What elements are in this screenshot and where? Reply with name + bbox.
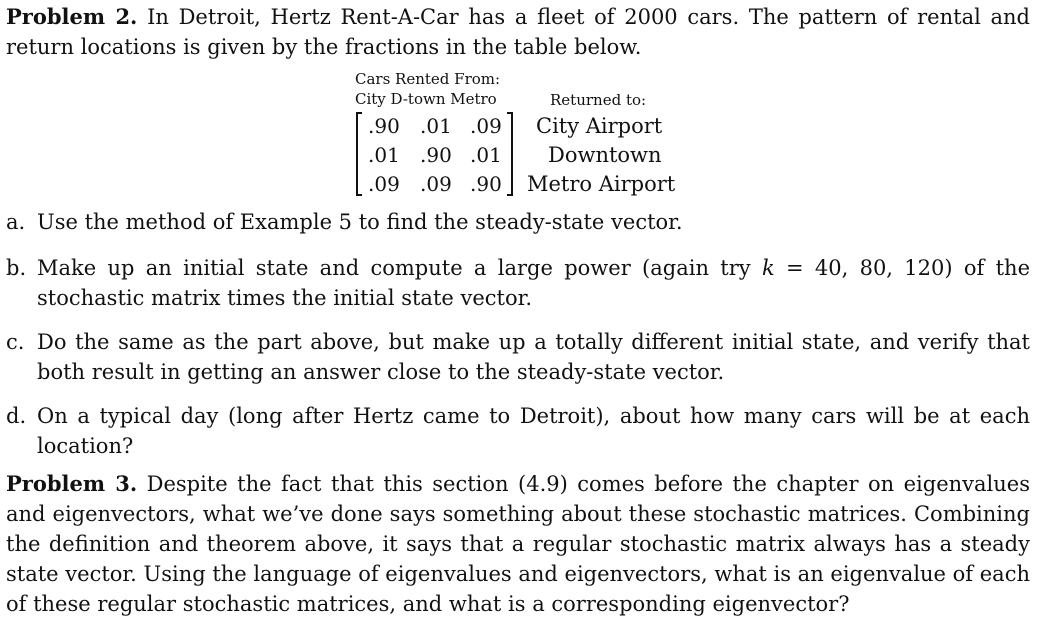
matrix-row [356, 141, 513, 169]
item-text: On a typical day (long after Hertz came to Detroit), about how many cars will be at each location? [37, 404, 1030, 458]
item-marker: a. [6, 210, 26, 234]
math-variable: k [761, 256, 775, 280]
item-marker: b. [6, 256, 27, 280]
list-item-a [6, 207, 1030, 237]
matrix-cell: .90 [470, 172, 502, 196]
matrix-cell: .90 [368, 114, 400, 138]
return-location-downtown: Downtown [548, 143, 662, 167]
matrix-cell: .01 [368, 143, 400, 167]
item-text-after: = 40, 80, 120) of the stochastic matrix times the initial state vector. [37, 256, 1030, 310]
matrix-cell: .90 [420, 143, 452, 167]
problem-3-statement [6, 469, 1030, 619]
item-text [37, 253, 1030, 313]
returned-to-label: Returned to: [550, 91, 647, 109]
matrix-cell: .09 [368, 172, 400, 196]
rented-from-label: Cars Rented From: [355, 70, 501, 88]
return-location-metro-airport: Metro Airport [527, 172, 676, 196]
problem-2-text: In Detroit, Hertz Rent-A-Car has a fleet of 2000 cars. The pattern of rental and return locations is given by the fractions in the table below. [6, 5, 1030, 59]
list-item-c [6, 327, 1030, 387]
list-item-b [6, 253, 1030, 313]
matrix-cell: .01 [470, 143, 502, 167]
item-marker: d. [6, 404, 27, 428]
matrix-row [356, 112, 513, 140]
problem-2-heading: Problem 2. [6, 4, 138, 29]
list-item-d [6, 401, 1030, 461]
matrix-cell: .01 [420, 114, 452, 138]
item-text: Use the method of Example 5 to find the steady-state vector. [37, 210, 683, 234]
item-text: Do the same as the part above, but make up a totally different initial state, and verify that both result in getting an answer close to the steady-state vector. [37, 330, 1030, 384]
return-location-city-airport: City Airport [536, 114, 663, 138]
matrix-cell: .09 [420, 172, 452, 196]
matrix-row [356, 170, 513, 198]
transition-matrix [356, 112, 513, 196]
matrix-cell: .09 [470, 114, 502, 138]
item-marker: c. [6, 330, 25, 354]
problem-3-text: Despite the fact that this section (4.9) comes before the chapter on eigenvalues and eigenvectors, what we’ve done says something about these stochastic matrices. Combining the definition and theorem above, it says that a regular stochastic matrix always has a steady state vector. Using the language of eigenvalues and eigenvectors, what is an eigenvalue of each of these regular stochastic matrices, and what is a corresponding eigenvector? [6, 472, 1030, 616]
problem-3-heading: Problem 3. [6, 471, 138, 496]
rental-table [354, 68, 694, 200]
item-text-before: Make up an initial state and compute a large power (again try [37, 256, 762, 280]
rented-from-columns: City D-town Metro [355, 90, 497, 108]
problem-2-statement [6, 2, 1030, 62]
